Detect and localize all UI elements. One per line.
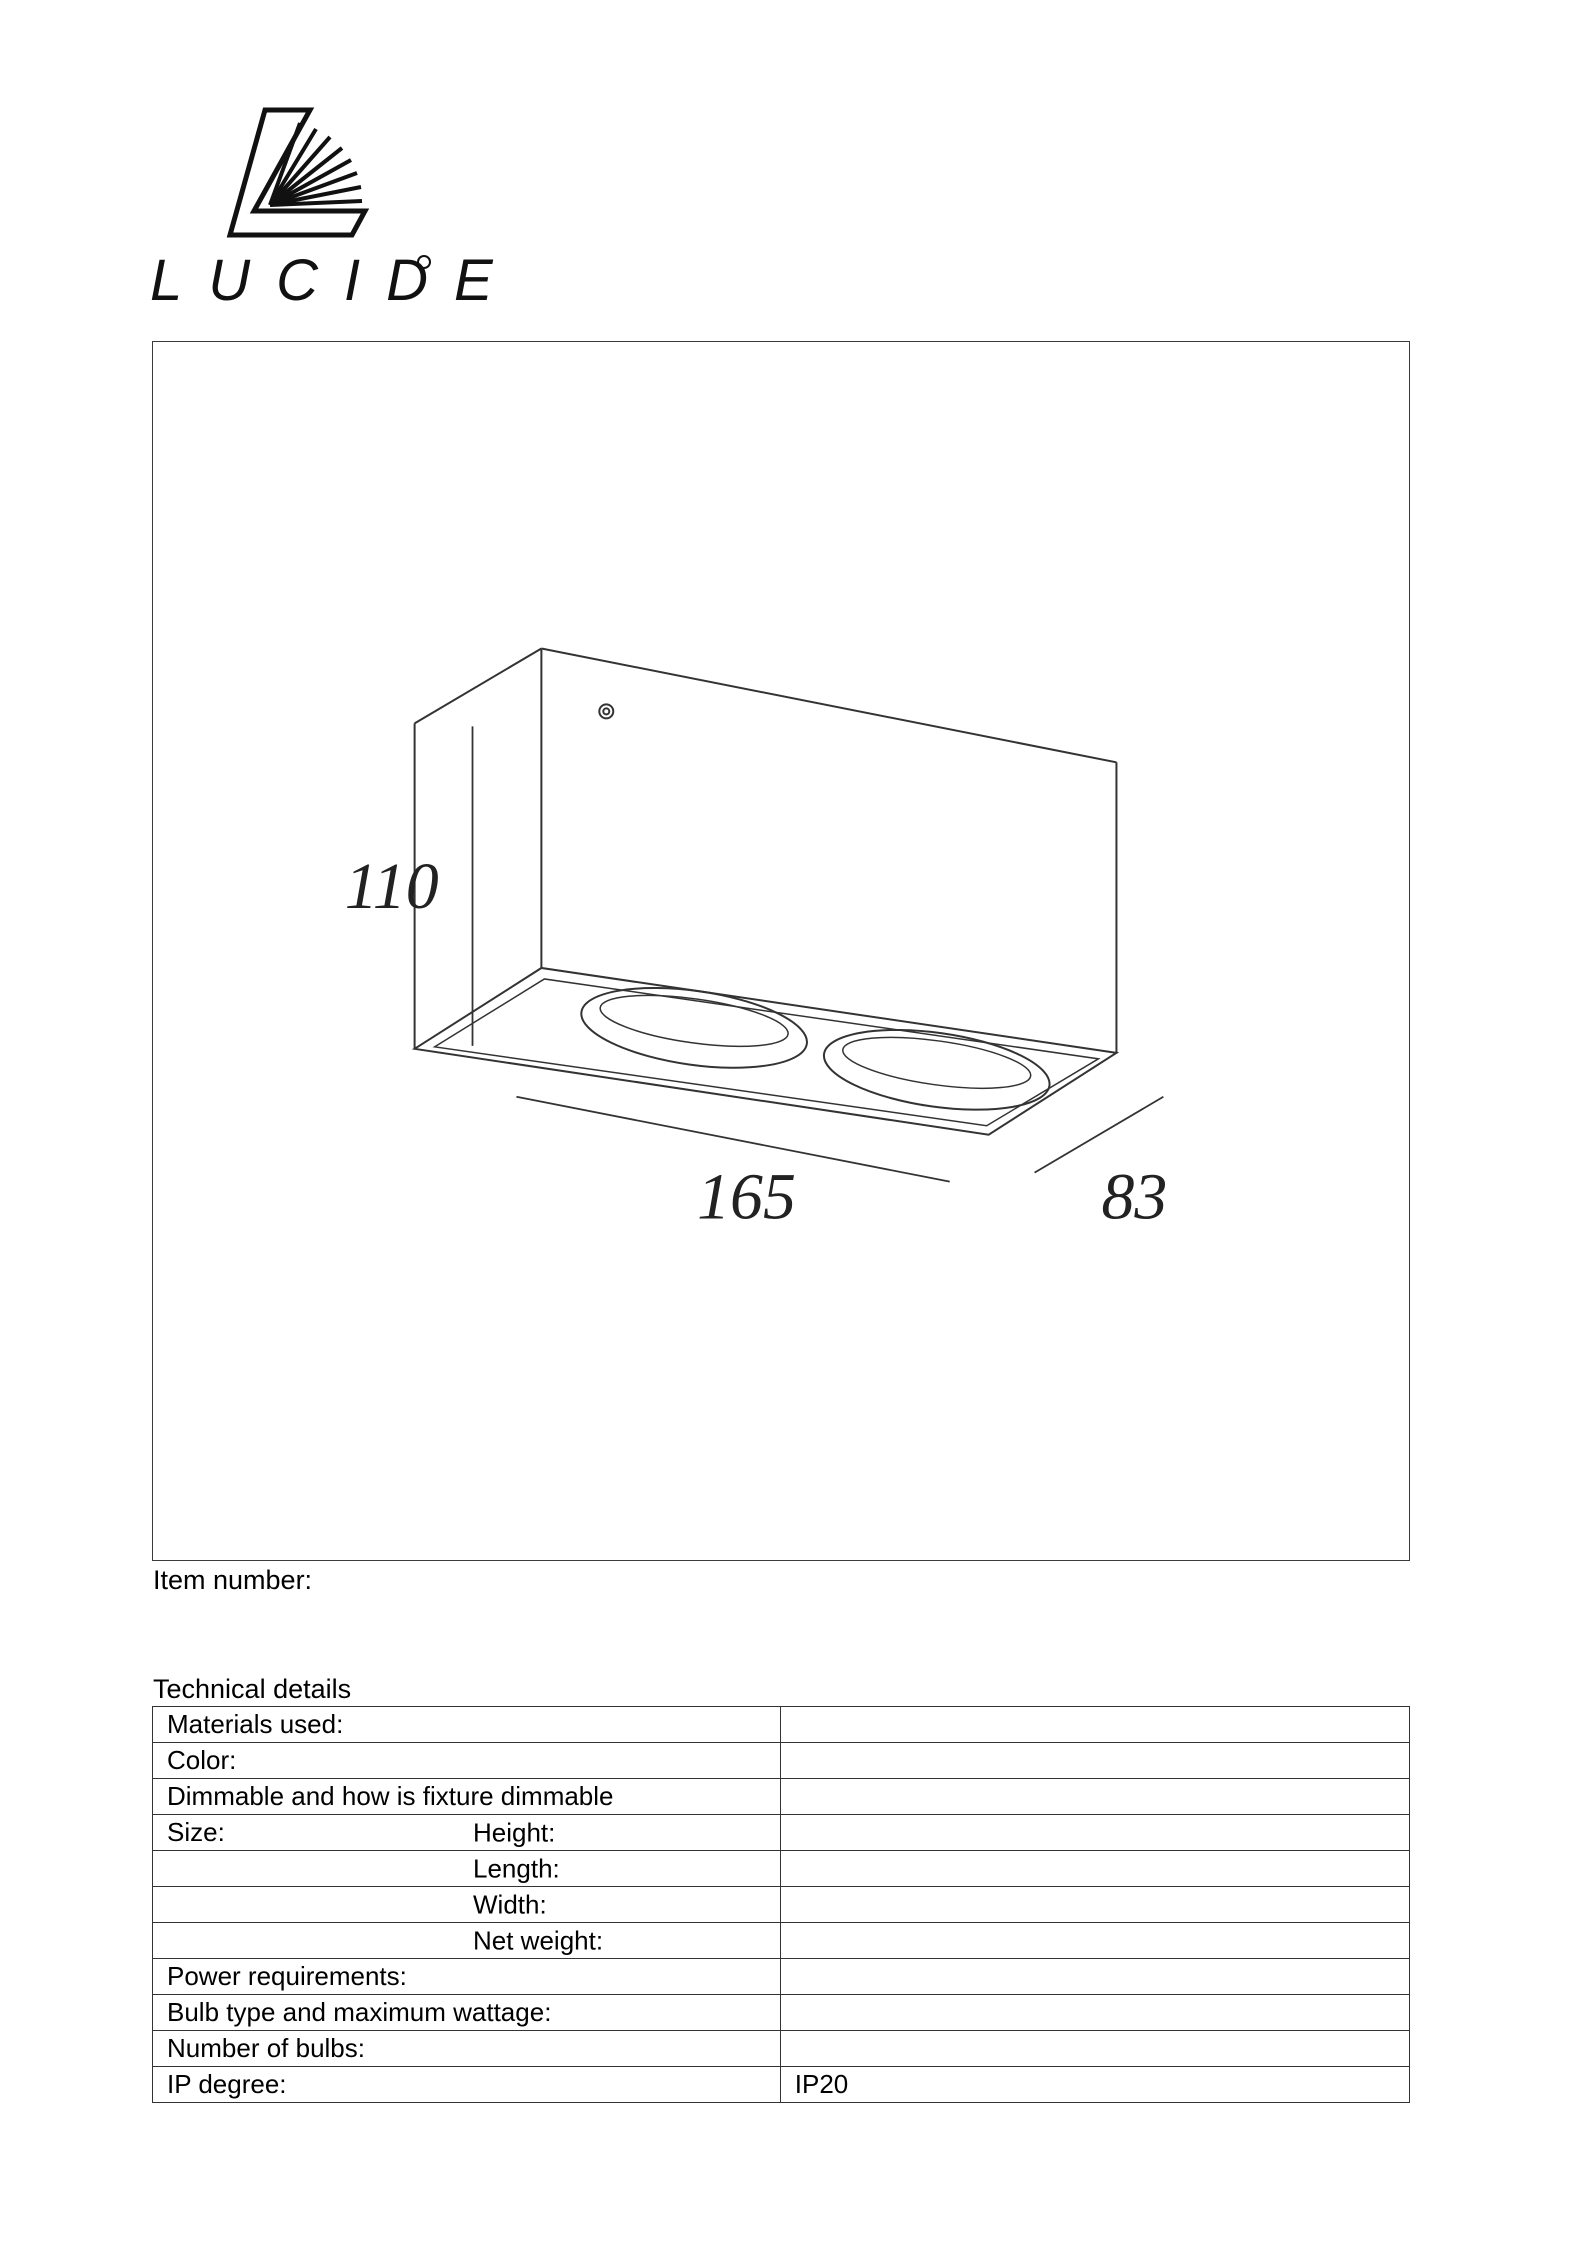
row-label: Power requirements:: [167, 1961, 407, 1991]
row-value: [780, 1707, 1409, 1743]
row-label: Dimmable and how is fixture dimmable: [167, 1781, 614, 1811]
table-row: [153, 1923, 1410, 1959]
row-label-cell: [153, 1959, 781, 1995]
table-row: [153, 1707, 1410, 1743]
table-row: [153, 1887, 1410, 1923]
height-dimension-label: 110: [344, 850, 439, 924]
technical-drawing-frame: [152, 341, 1410, 1561]
table-row: [153, 2031, 1410, 2067]
row-value: [780, 1815, 1409, 1851]
width-dimension-label: 83: [1101, 1160, 1168, 1234]
row-label-cell: [153, 1995, 781, 2031]
row-value: [780, 1995, 1409, 2031]
row-label-cell: [153, 1851, 781, 1887]
technical-details-title: Technical details: [153, 1674, 352, 1704]
lucide-logo-mark: [150, 105, 519, 320]
table-row: [153, 1851, 1410, 1887]
length-dimension-label: 165: [697, 1160, 796, 1234]
row-label: Bulb type and maximum wattage:: [167, 1997, 552, 2027]
row-label-cell: [153, 1743, 781, 1779]
row-sub-label: Height:: [473, 1817, 556, 1847]
mounting-screw: [599, 704, 613, 718]
logo-wordmark: LUCIDE: [150, 248, 519, 313]
row-label: IP degree:: [167, 2069, 287, 2099]
row-value: [780, 1851, 1409, 1887]
row-value: [780, 1923, 1409, 1959]
body-top-left-edge: [415, 648, 542, 723]
table-row: [153, 1815, 1410, 1851]
row-label-cell: [153, 1887, 781, 1923]
table-row: [153, 1779, 1410, 1815]
table-row: [153, 2067, 1410, 2103]
row-value: [780, 1959, 1409, 1995]
row-label-cell: [153, 2031, 781, 2067]
table-row: [153, 1995, 1410, 2031]
table-row: [153, 1959, 1410, 1995]
row-sub-label: Length:: [473, 1853, 560, 1883]
lamp-hole-left: [576, 975, 812, 1080]
row-label-cell: [153, 2067, 781, 2103]
row-label-cell: [153, 1779, 781, 1815]
fixture-drawing: [153, 342, 1409, 1560]
lucide-logo: [150, 105, 519, 320]
item-number-label: Item number:: [153, 1565, 313, 1595]
row-value: IP20: [780, 2067, 1409, 2103]
row-sub-label: Net weight:: [473, 1925, 604, 1955]
technical-details-table: [152, 1706, 1410, 2103]
row-value: [780, 1743, 1409, 1779]
row-value: [780, 1887, 1409, 1923]
row-label: Materials used:: [167, 1709, 344, 1739]
row-sub-label: Width:: [473, 1889, 547, 1919]
body-top-edge: [541, 648, 1116, 762]
table-row: [153, 1743, 1410, 1779]
row-label: Number of bulbs:: [167, 2033, 365, 2063]
row-label-cell: [153, 1707, 781, 1743]
row-value: [780, 1779, 1409, 1815]
row-label: Size:: [167, 1817, 225, 1847]
row-value: [780, 2031, 1409, 2067]
row-label-cell: [153, 1815, 781, 1851]
row-label-cell: [153, 1923, 781, 1959]
row-label: Color:: [167, 1745, 237, 1775]
